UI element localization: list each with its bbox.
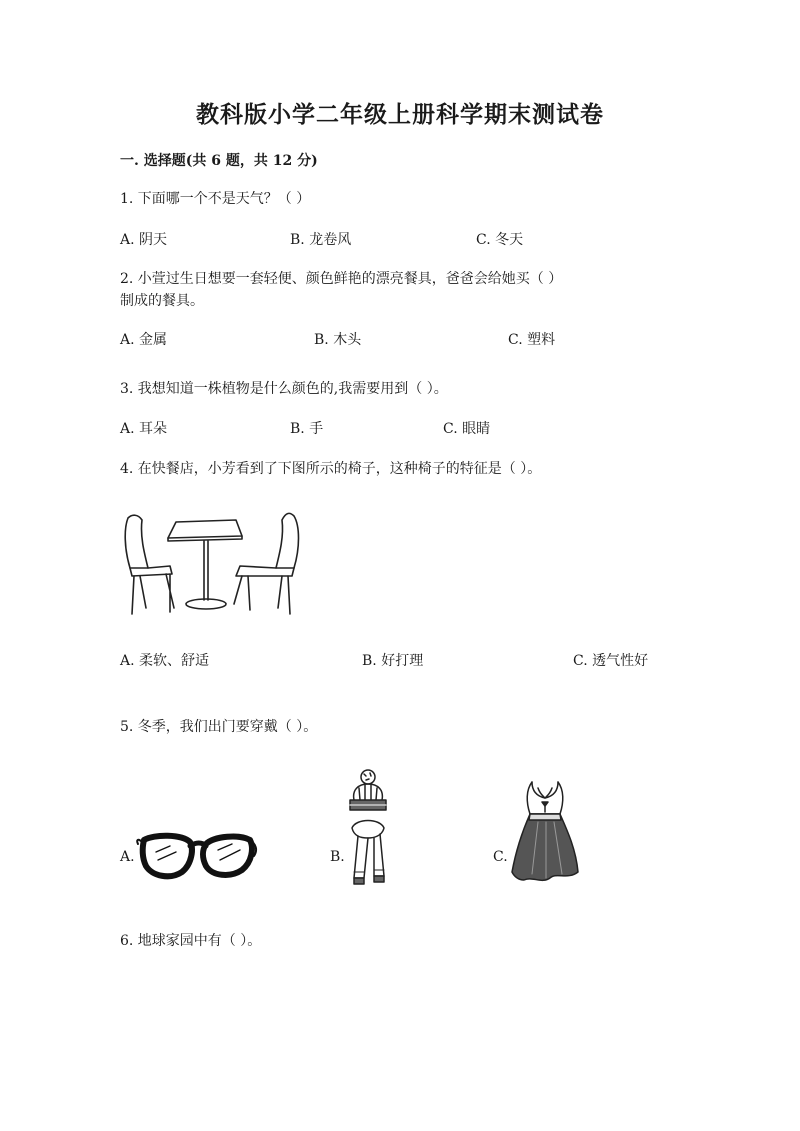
q3-option-a: A. 耳朵	[120, 421, 168, 437]
q5-option-a-label: A.	[120, 849, 135, 865]
q1-option-a: A. 阴天	[120, 232, 168, 248]
hat-and-scarf-icon	[344, 768, 392, 888]
q2-option-a: A. 金属	[120, 332, 168, 348]
q1-option-c: C. 冬天	[476, 232, 524, 248]
q3-option-b: B. 手	[290, 421, 324, 437]
q4-option-b: B. 好打理	[362, 653, 424, 669]
question-4: 4. 在快餐店，小芳看到了下图所示的椅子，这种椅子的特征是（ ）。	[120, 461, 542, 477]
sleeveless-dress-icon	[510, 780, 580, 890]
question-1: 1. 下面哪一个不是天气？（ ）	[120, 191, 311, 207]
question-5: 5. 冬季，我们出门要穿戴（ ）。	[120, 719, 318, 735]
q1-option-b: B. 龙卷风	[290, 232, 352, 248]
question-6: 6. 地球家园中有（ ）。	[120, 933, 262, 949]
question-2-line-2: 制成的餐具。	[120, 293, 204, 309]
q4-option-a: A. 柔软、舒适	[120, 653, 210, 669]
table-and-chairs-image	[118, 508, 308, 620]
q5-option-b-label: B.	[330, 849, 345, 865]
q5-option-c-label: C.	[493, 849, 508, 865]
question-3: 3. 我想知道一株植物是什么颜色的,我需要用到（ ）。	[120, 381, 448, 397]
page-title: 教科版小学二年级上册科学期末测试卷	[196, 101, 604, 128]
question-2-line-1: 2. 小萱过生日想要一套轻便、颜色鲜艳的漂亮餐具，爸爸会给她买（ ）	[120, 271, 563, 287]
q3-option-c: C. 眼睛	[443, 421, 491, 437]
q4-option-c: C. 透气性好	[573, 653, 649, 669]
q2-option-b: B. 木头	[314, 332, 362, 348]
sunglasses-icon	[136, 830, 258, 884]
q2-option-c: C. 塑料	[508, 332, 556, 348]
section-heading: 一. 选择题(共 6 题，共 12 分)	[120, 153, 318, 169]
